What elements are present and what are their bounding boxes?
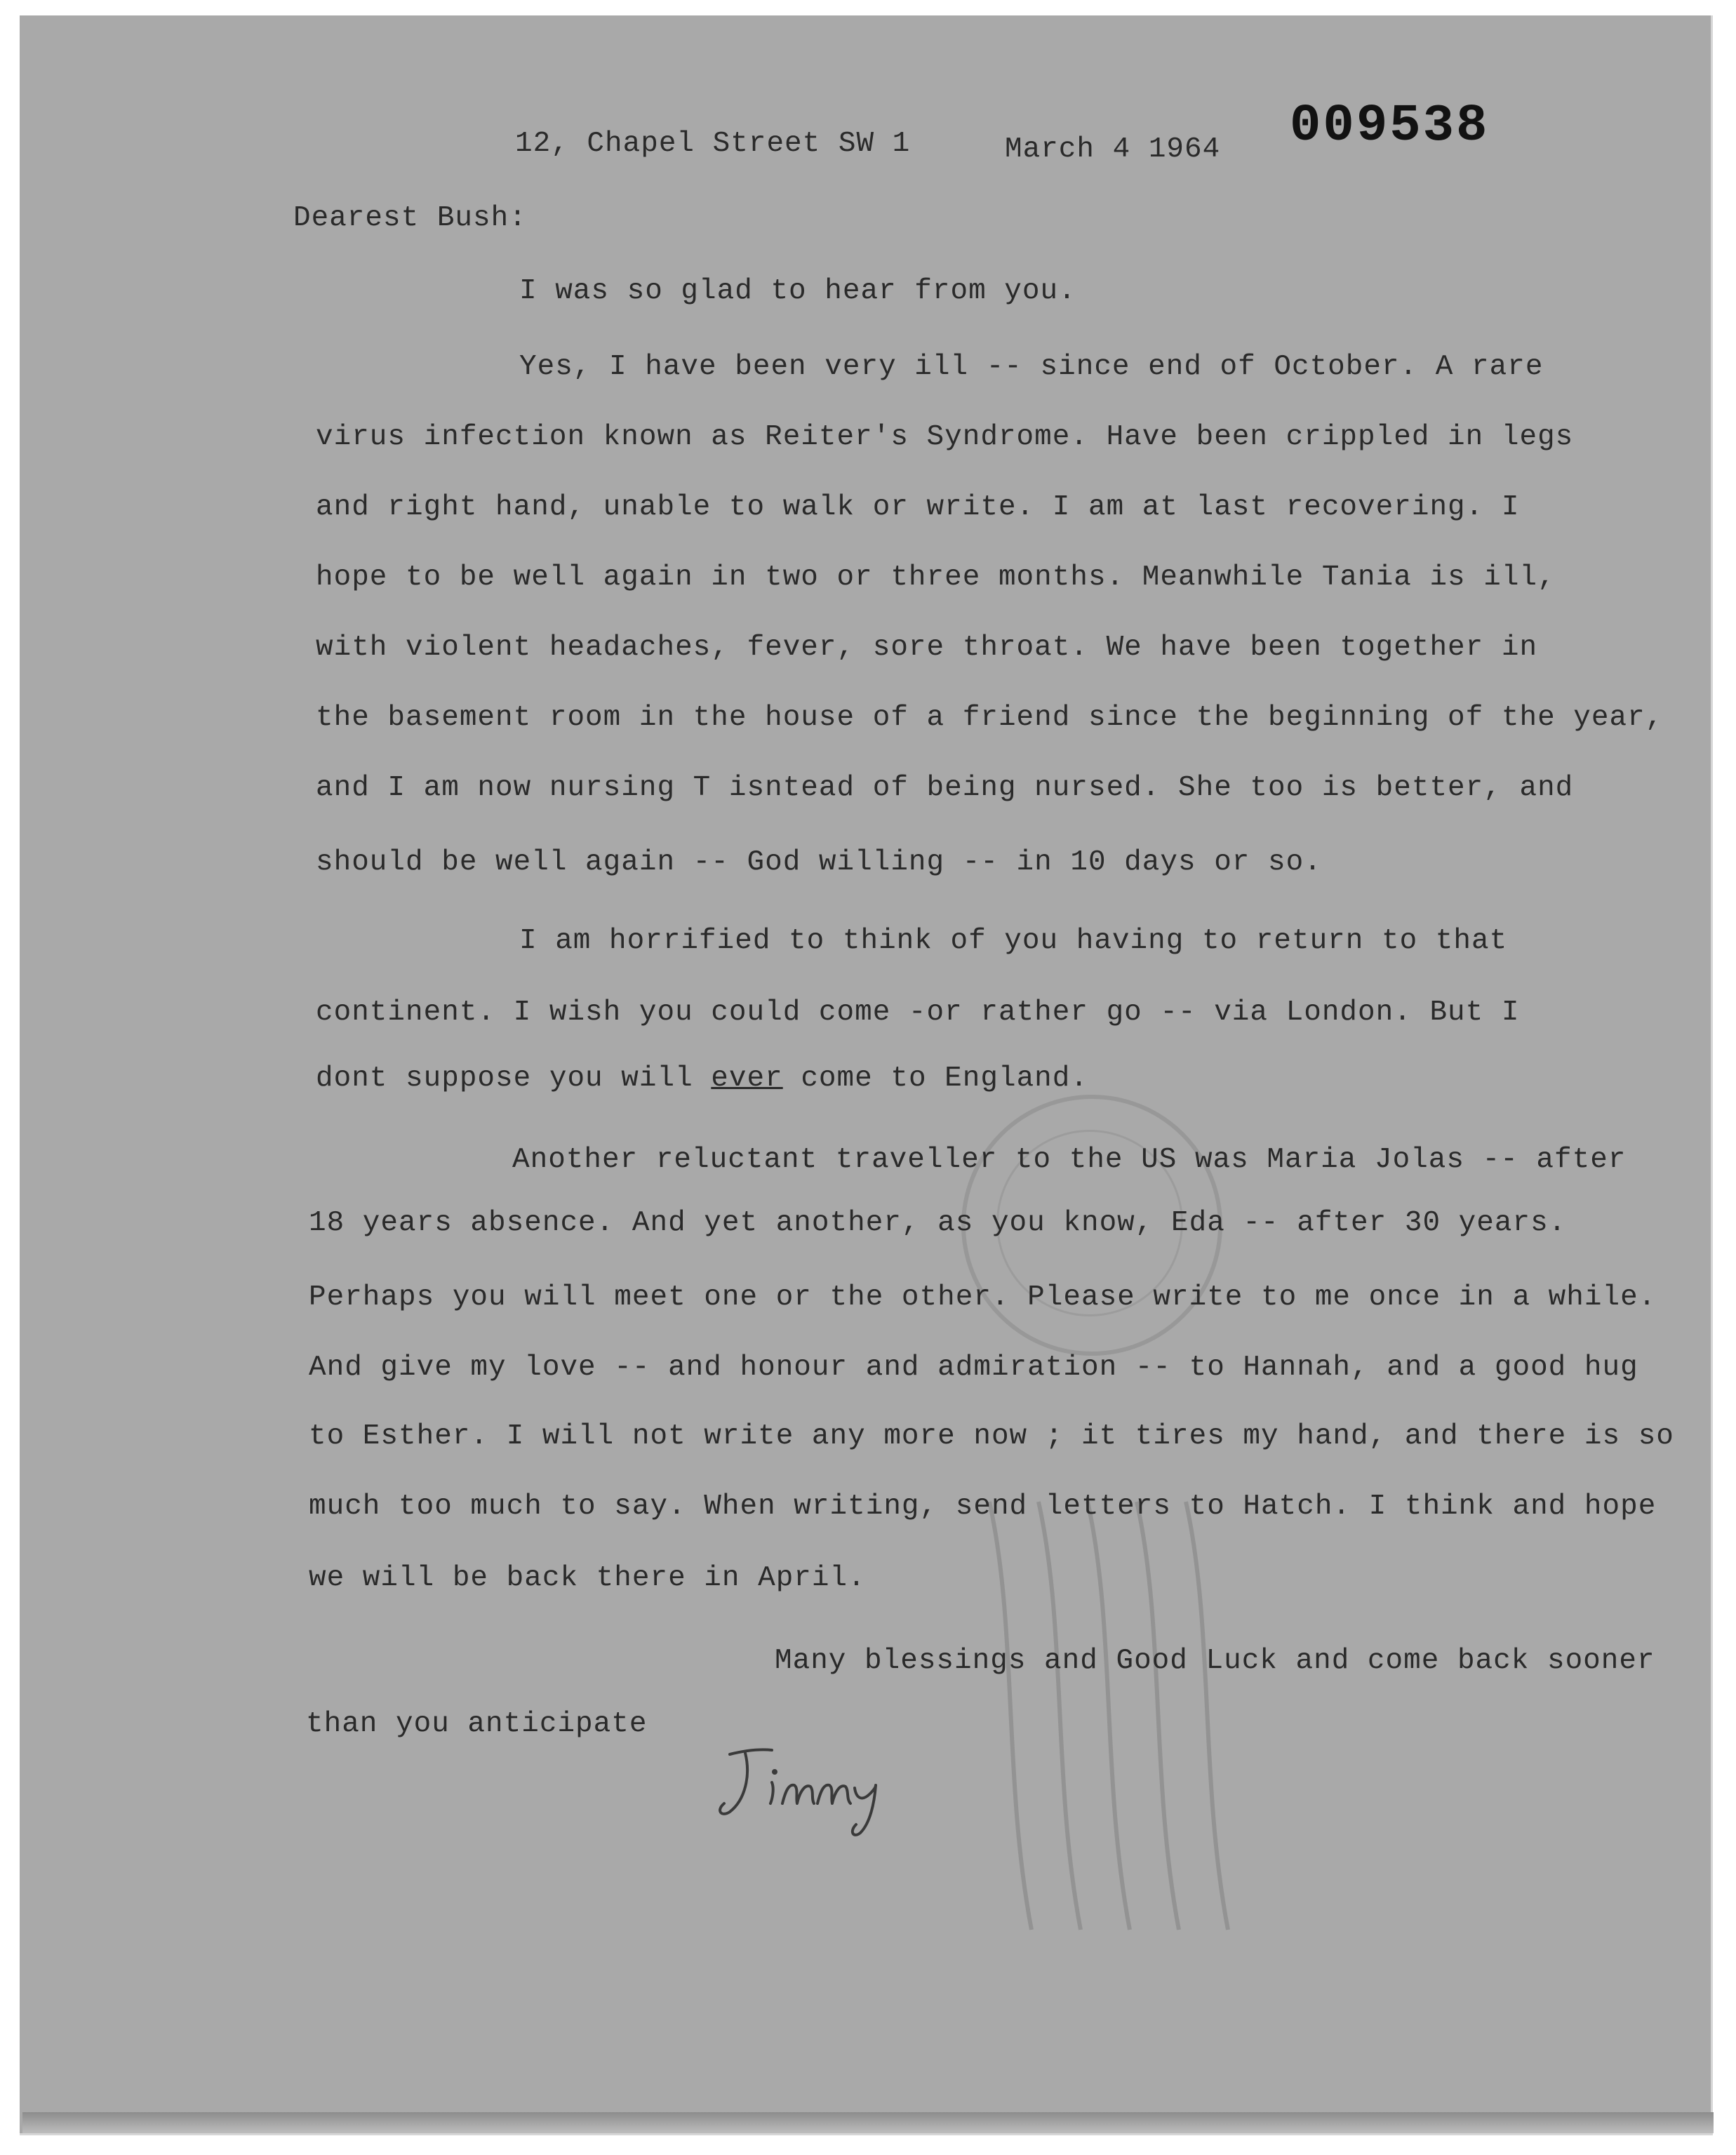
sender-address: 12, Chapel Street SW 1 <box>515 128 911 160</box>
paragraph-2-line: should be well again -- God willing -- in 10 days or so. <box>316 846 1322 879</box>
paragraph-4-line: Perhaps you will meet one or the other. Please write to me once in a while. <box>309 1281 1657 1314</box>
paragraph-2-line: with violent headaches, fever, sore throat. We have been together in <box>316 632 1538 664</box>
paragraph-4-line: Another reluctant traveller to the US was Maria Jolas -- after <box>512 1144 1627 1176</box>
paragraph-3-line <box>316 1062 1088 1095</box>
paragraph-4-line: we will be back there in April. <box>309 1562 866 1594</box>
letter-date: March 4 1964 <box>1005 133 1221 166</box>
paragraph-2-line: the basement room in the house of a friend since the beginning of the year, <box>316 702 1664 734</box>
paragraph-4-line: 18 years absence. And yet another, as you know, Eda -- after 30 years. <box>309 1207 1567 1239</box>
handwritten-signature <box>702 1733 954 1846</box>
paragraph-1: I was so glad to hear from you. <box>519 275 1076 307</box>
closing-line: than you anticipate <box>306 1708 648 1740</box>
salutation: Dearest Bush: <box>293 202 527 234</box>
document-number: 009538 <box>1290 97 1490 156</box>
closing-line: Many blessings and Good Luck and come back sooner <box>775 1645 1655 1677</box>
paragraph-4-line: much too much to say. When writing, send letters to Hatch. I think and hope <box>309 1490 1657 1523</box>
postmark-cancel-lines <box>975 1488 1340 1944</box>
paragraph-2-line: virus infection known as Reiter's Syndrome. Have been crippled in legs <box>316 421 1574 453</box>
paragraph-2-line: hope to be well again in two or three months. Meanwhile Tania is ill, <box>316 561 1556 594</box>
paragraph-4-line: to Esther. I will not write any more now ; it tires my hand, and there is so <box>309 1420 1674 1453</box>
paragraph-2-line: and I am now nursing T isntead of being nursed. She too is better, and <box>316 772 1574 804</box>
sheet-edge <box>22 2112 1714 2133</box>
paragraph-3-line: continent. I wish you could come -or rather go -- via London. But I <box>316 996 1520 1029</box>
paragraph-3-text: come to England. <box>782 1062 1088 1095</box>
paragraph-3-line: I am horrified to think of you having to return to that <box>519 925 1508 957</box>
paragraph-3-text: dont suppose you will <box>316 1062 712 1095</box>
paragraph-2-line: Yes, I have been very ill -- since end of October. A rare <box>519 351 1544 383</box>
paragraph-2-line: and right hand, unable to walk or write. I am at last recovering. I <box>316 491 1520 523</box>
paragraph-4-line: And give my love -- and honour and admiration -- to Hannah, and a good hug <box>309 1352 1638 1384</box>
underlined-word: ever <box>711 1062 783 1095</box>
